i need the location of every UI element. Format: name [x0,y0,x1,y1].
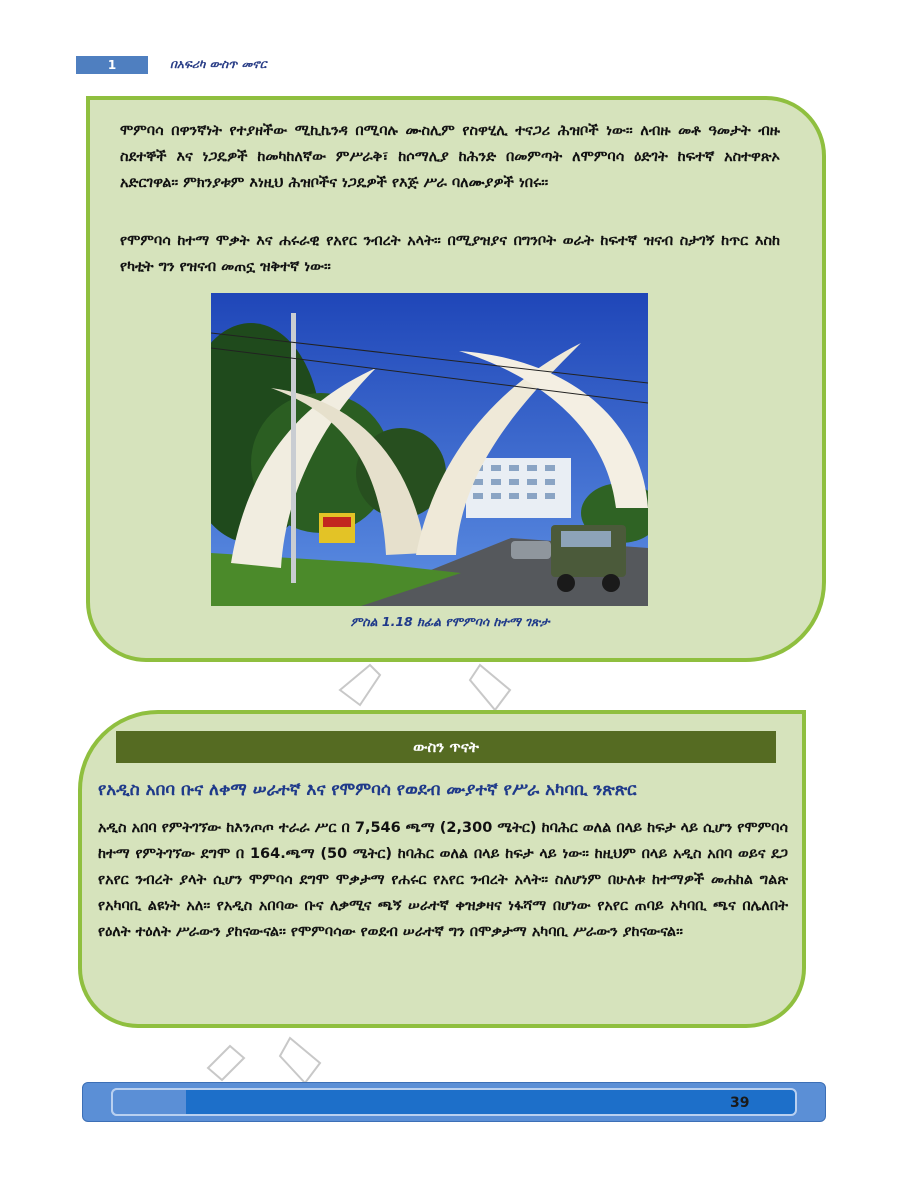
mombasa-tusks-photo [211,293,648,606]
chapter-title: በአፍሪካ ውስጥ መኖር [170,57,267,71]
intro-paragraph-2: የሞምባሳ ከተማ ሞቃት እና ሐሩራዊ የአየር ንብረት አላት፡፡ በሚያዝያና በግንቦት ወራት ከፍተኛ ዝናብ ስታገኝ ከጥር እስከ የካቲት ግን የዝናብ መጠኗ ዝቅተኛ ነው፡፡ [120,233,780,275]
watermark-logo-lower [200,1028,420,1088]
chapter-number: 1 [76,56,148,74]
case-study-heading: የአዲስ አበባ ቡና ለቀማ ሠራተኛ እና የሞምባሳ የወደብ ሙያተኛ የሥራ አካባቢ ንጽጽር [98,780,637,800]
footer-bar [111,1088,797,1116]
figure-caption: ምስል 1.18 ክፊል የሞምባሳ ከተማ ገጽታ [350,614,550,629]
case-study-bar: ውስን ጥናት [116,731,776,763]
page-number: 39 [730,1095,750,1111]
case-study-paragraph: አዲስ አበባ የምትገኘው ከእንጦጦ ተራራ ሥር በ 7,546 ጫማ (2,300 ሜትር) ከባሕር ወለል በላይ ከፍታ ላይ ሲሆን የሞምባሳ ከተማ የምትገኘው ደግሞ በ 164.ጫማ (50 ሜትር) ከባሕር ወለል በላይ ከፍታ ላይ ነው፡፡ ከዚህም በላይ አዲስ አበባ ወይና ደጋ የአየር ንብረት ያላት ሲሆን ሞምባሳ ደግሞ ሞቃታማ የሐሩር የአየር ንብረት አላት፡፡ ስለሆነም በሁለቱ ከተማዎች መሐከል ግልጽ የአካባቢ ልዩነት አለ፡፡ የአዲስ አበባው ቡና ለቃሚና ጫኝ ሠራተኛ ቀዝቃዛና ነፋሻማ በሆነው የአየር ጠባይ አካባቢ ጫና በሌለበት የዕለት ተዕለት ሥራውን ያከናውናል፡፡ የሞምባሳው የወደብ ሠራተኛ ግን በሞቃታማ አካባቢ ሥራውን ያከናውናል፡፡ [98,820,788,940]
page-footer [82,1082,826,1122]
footer-bar-left [111,1088,186,1116]
intro-paragraph-1: ሞምባሳ በዋንኛነት የተያዘችው ሚኪኬንዳ በሚባሉ ሙስሊም የስዋሂሊ ተናጋሪ ሕዝቦች ነው፡፡ ለብዙ መቶ ዓመታት ብዙ ስደተኞች እና ነጋዴዎች ከመካከለኛው ምሥራቅ፣ ከሶማሊያ ከሕንድ በመምጣት ለሞምባሳ ዕድገት ከፍተኛ አስተዋጽኦ አድርገዋል፡፡ ምክንያቱም እነዚህ ሕዝቦችና ነጋዴዎች የእጅ ሥራ ባለሙያዎች ነበሩ፡፡ [120,123,780,191]
